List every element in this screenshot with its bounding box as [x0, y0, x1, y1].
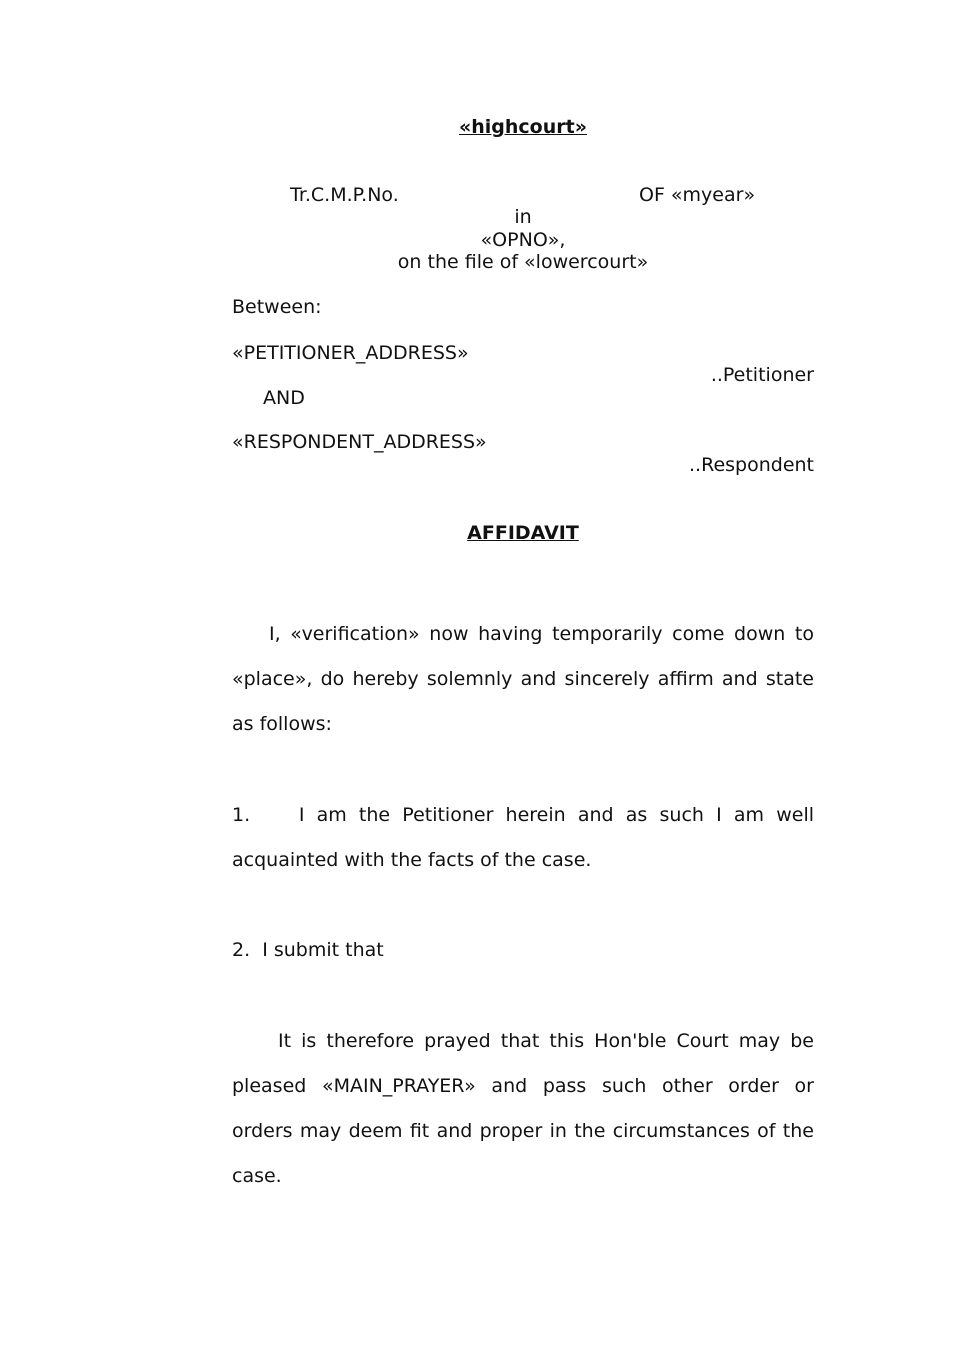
case-year: OF «myear»: [639, 184, 756, 206]
point-1-line-1: 1. I am the Petitioner herein and as such I am well: [232, 804, 814, 826]
respondent-role: ..Respondent: [689, 454, 814, 476]
prayer-line-2: pleased «MAIN_PRAYER» and pass such other order or: [232, 1075, 814, 1097]
respondent-address: «RESPONDENT_ADDRESS»: [232, 431, 487, 453]
point-1-paragraph: [232, 793, 814, 883]
prayer-line-1: It is therefore prayed that this Hon'ble Court may be: [278, 1030, 814, 1052]
prayer-line-4: case.: [232, 1165, 282, 1187]
intro-line-3: as follows:: [232, 713, 332, 735]
petitioner-role: ..Petitioner: [710, 364, 814, 386]
point-1-line-2: acquainted with the facts of the case.: [232, 849, 592, 871]
intro-paragraph: [232, 612, 814, 747]
and-label: AND: [263, 387, 305, 409]
op-number: «OPNO»,: [480, 229, 566, 251]
case-number-label: Tr.C.M.P.No.: [290, 184, 399, 206]
prayer-paragraph: [232, 1019, 814, 1199]
petitioner-address: «PETITIONER_ADDRESS»: [232, 342, 469, 364]
prayer-line-3: orders may deem fit and proper in the circumstances of the: [232, 1120, 814, 1142]
in-label: in: [514, 206, 532, 228]
document-title: AFFIDAVIT: [467, 522, 579, 544]
lower-court-line: on the file of «lowercourt»: [397, 251, 649, 273]
point-2-paragraph: [232, 928, 814, 973]
between-label: Between:: [232, 296, 322, 318]
point-2-line-1: 2. I submit that: [232, 939, 384, 961]
intro-line-2: «place», do hereby solemnly and sincerely affirm and state: [232, 668, 814, 690]
intro-line-1: I, «verification» now having temporarily come down to: [269, 623, 814, 645]
court-name: «highcourt»: [458, 116, 587, 138]
